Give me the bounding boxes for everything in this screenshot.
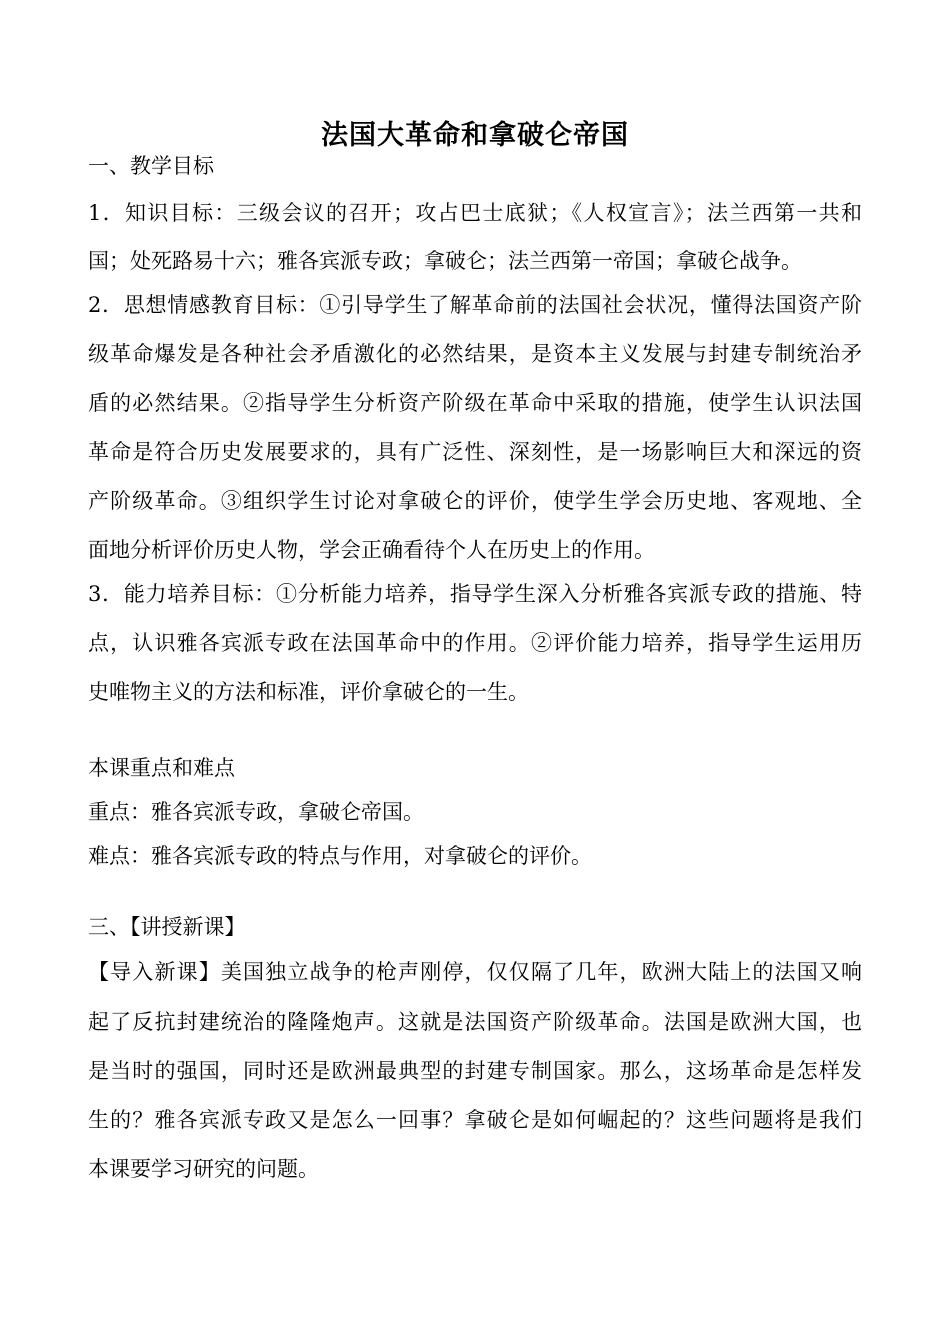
intro-line-3: 是当时的强国，同时还是欧洲最典型的封建专制国家。那么，这场革命是怎样发 [88,1059,862,1083]
goal2-line-2: 级革命爆发是各种社会矛盾激化的必然结果，是资本主义发展与封建专制统治矛 [88,342,862,366]
key-point: 重点：雅各宾派专政，拿破仑帝国。 [88,800,424,824]
goal2-line-4: 革命是符合历史发展要求的，具有广泛性、深刻性，是一场影响巨大和深远的资 [88,440,862,464]
difficult-point: 难点：雅各宾派专政的特点与作用，对拿破仑的评价。 [88,844,592,868]
section-heading-new-lesson: 三、【讲授新课】 [88,915,246,939]
section-heading-key-points: 本课重点和难点 [88,756,235,780]
goal3-line-3: 史唯物主义的方法和标准，评价拿破仑的一生。 [88,680,529,704]
goal3-line-2: 点，认识雅各宾派专政在法国革命中的作用。②评价能力培养，指导学生运用历 [88,631,862,655]
goal3-line-1: 3．能力培养目标：①分析能力培养，指导学生深入分析雅各宾派专政的措施、特 [88,582,862,606]
section-heading-teaching-goals: 一、教学目标 [88,154,214,178]
goal2-line-6: 面地分析评价历史人物，学会正确看待个人在历史上的作用。 [88,538,655,562]
intro-line-2: 起了反抗封建统治的隆隆炮声。这就是法国资产阶级革命。法国是欧洲大国，也 [88,1010,862,1034]
goal1-line-2: 国；处死路易十六；雅各宾派专政；拿破仑；法兰西第一帝国；拿破仑战争。 [88,249,802,273]
goal1-line-1: 1．知识目标：三级会议的召开；攻占巴士底狱；《人权宣言》；法兰西第一共和 [88,201,862,225]
document-title: 法国大革命和拿破仑帝国 [321,120,629,151]
goal2-line-3: 盾的必然结果。②指导学生分析资产阶级在革命中采取的措施，使学生认识法国 [88,391,862,415]
goal2-line-1: 2．思想情感教育目标：①引导学生了解革命前的法国社会状况，懂得法国资产阶 [88,293,862,317]
intro-line-4: 生的？雅各宾派专政又是怎么一回事？拿破仑是如何崛起的？这些问题将是我们 [88,1108,862,1132]
intro-line-5: 本课要学习研究的问题。 [88,1157,319,1181]
intro-line-1: 【导入新课】美国独立战争的枪声刚停，仅仅隔了几年，欧洲大陆上的法国又响 [88,960,862,984]
goal2-line-5: 产阶级革命。③组织学生讨论对拿破仑的评价，使学生学会历史地、客观地、全 [88,489,862,513]
